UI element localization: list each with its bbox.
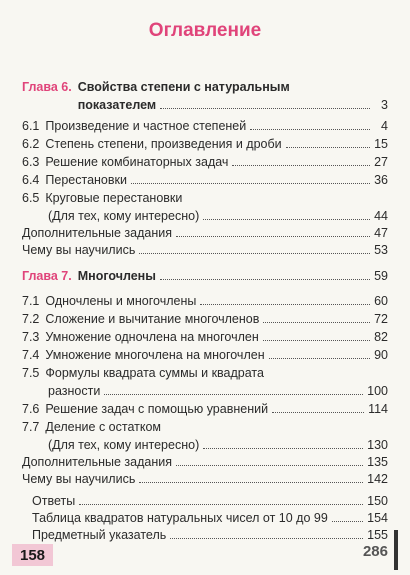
dot-leader	[263, 340, 370, 341]
toc-extra	[22, 468, 388, 486]
toc-item	[22, 344, 388, 362]
item-page: 130	[367, 438, 388, 452]
chapter-7-label: Глава 7.	[22, 269, 72, 283]
item-number: 7.6	[22, 402, 40, 416]
dot-leader	[200, 304, 370, 305]
dot-leader	[232, 165, 370, 166]
dot-leader	[160, 108, 370, 109]
item-text: Умножение многочлена на многочлен	[45, 348, 265, 362]
toc-item	[22, 169, 388, 187]
edge-bar	[394, 530, 398, 570]
chapter-7-page: 59	[374, 269, 388, 283]
toc-extra	[22, 239, 388, 257]
toc-item	[22, 151, 388, 169]
item-text: Сложение и вычитание многочленов	[45, 312, 260, 326]
item-page: 90	[374, 348, 388, 362]
dot-leader	[203, 448, 363, 449]
item-text: Таблица квадратов натуральных чисел от 10 до 99	[32, 511, 328, 525]
dot-leader	[263, 322, 370, 323]
item-number: 7.5	[22, 366, 40, 380]
page-number-left: 158	[12, 544, 53, 566]
dot-leader	[139, 482, 363, 483]
item-number: 7.7	[22, 420, 40, 434]
item-text: Дополнительные задания	[22, 455, 173, 469]
item-text: Круговые перестановки	[45, 191, 183, 205]
dot-leader	[170, 538, 363, 539]
item-page: 154	[367, 511, 388, 525]
chapter-6-heading-line2	[22, 94, 388, 112]
item-number: 6.2	[22, 137, 40, 151]
item-page: 47	[374, 226, 388, 240]
item-text: Перестановки	[45, 173, 127, 187]
item-number: 7.2	[22, 312, 40, 326]
item-text: Формулы квадрата суммы и квадрата	[45, 366, 264, 380]
toc-item	[22, 326, 388, 344]
item-number: 6.5	[22, 191, 40, 205]
item-text: (Для тех, кому интересно)	[48, 209, 200, 223]
dot-leader	[160, 279, 370, 280]
item-number: 6.3	[22, 155, 40, 169]
item-page: 36	[374, 173, 388, 187]
item-page: 60	[374, 294, 388, 308]
item-page: 155	[367, 528, 388, 542]
toc-item	[48, 205, 388, 223]
chapter-6-title-line2: показателем	[77, 98, 157, 112]
toc-back-item	[32, 524, 388, 542]
chapter-7-heading	[22, 265, 388, 283]
item-text: Одночлены и многочлены	[45, 294, 197, 308]
toc-item	[22, 115, 388, 133]
item-number: 7.3	[22, 330, 40, 344]
dot-leader	[176, 465, 363, 466]
toc-item	[48, 380, 388, 398]
dot-leader	[139, 253, 370, 254]
item-page: 135	[367, 455, 388, 469]
item-text: Чему вы научились	[22, 243, 136, 257]
item-text: (Для тех, кому интересно)	[48, 438, 200, 452]
item-page: 44	[374, 209, 388, 223]
chapter-7-title: Многочлены	[77, 269, 156, 283]
toc-item	[22, 290, 388, 308]
dot-leader	[104, 394, 363, 395]
chapter-6-page: 3	[381, 98, 388, 112]
toc-item	[22, 362, 388, 380]
item-text: Решение задач с помощью уравнений	[45, 402, 269, 416]
item-text: Чему вы научились	[22, 472, 136, 486]
item-page: 15	[374, 137, 388, 151]
toc-extra	[22, 222, 388, 240]
item-page: 142	[367, 472, 388, 486]
chapter-6-title-line1: Свойства степени с натуральным	[77, 80, 290, 94]
toc-back-item	[32, 490, 388, 508]
page-title: Оглавление	[148, 20, 262, 41]
item-number: 6.1	[22, 119, 40, 133]
item-page: 114	[368, 402, 388, 416]
dot-leader	[250, 129, 370, 130]
item-text: Дополнительные задания	[22, 226, 173, 240]
item-page: 72	[374, 312, 388, 326]
page-number-right: 286	[362, 543, 388, 560]
toc-back-item	[32, 507, 388, 525]
item-text: разности	[48, 384, 101, 398]
dot-leader	[131, 183, 370, 184]
dot-leader	[203, 219, 370, 220]
item-text: Решение комбинаторных задач	[45, 155, 229, 169]
item-page: 53	[374, 243, 388, 257]
item-text: Ответы	[32, 494, 76, 508]
toc-item	[48, 434, 388, 452]
toc-item	[22, 308, 388, 326]
item-page: 150	[367, 494, 388, 508]
chapter-6-heading	[22, 76, 388, 94]
toc-item	[22, 133, 388, 151]
toc-item	[22, 398, 388, 416]
item-number: 7.1	[22, 294, 40, 308]
dot-leader	[272, 412, 364, 413]
toc-extra	[22, 451, 388, 469]
item-number: 7.4	[22, 348, 40, 362]
item-text: Умножение одночлена на многочлен	[45, 330, 259, 344]
item-text: Деление с остатком	[45, 420, 162, 434]
chapter-6-label: Глава 6.	[22, 80, 72, 94]
item-text: Степень степени, произведения и дроби	[45, 137, 282, 151]
item-page: 82	[374, 330, 388, 344]
item-text: Предметный указатель	[32, 528, 167, 542]
item-page: 27	[374, 155, 388, 169]
toc-item	[22, 187, 388, 205]
dot-leader	[269, 358, 370, 359]
item-number: 6.4	[22, 173, 40, 187]
dot-leader	[176, 236, 370, 237]
item-page: 4	[381, 119, 388, 133]
item-page: 100	[367, 384, 388, 398]
item-text: Произведение и частное степеней	[45, 119, 247, 133]
dot-leader	[286, 147, 370, 148]
dot-leader	[79, 504, 363, 505]
toc-item	[22, 416, 388, 434]
dot-leader	[332, 521, 363, 522]
